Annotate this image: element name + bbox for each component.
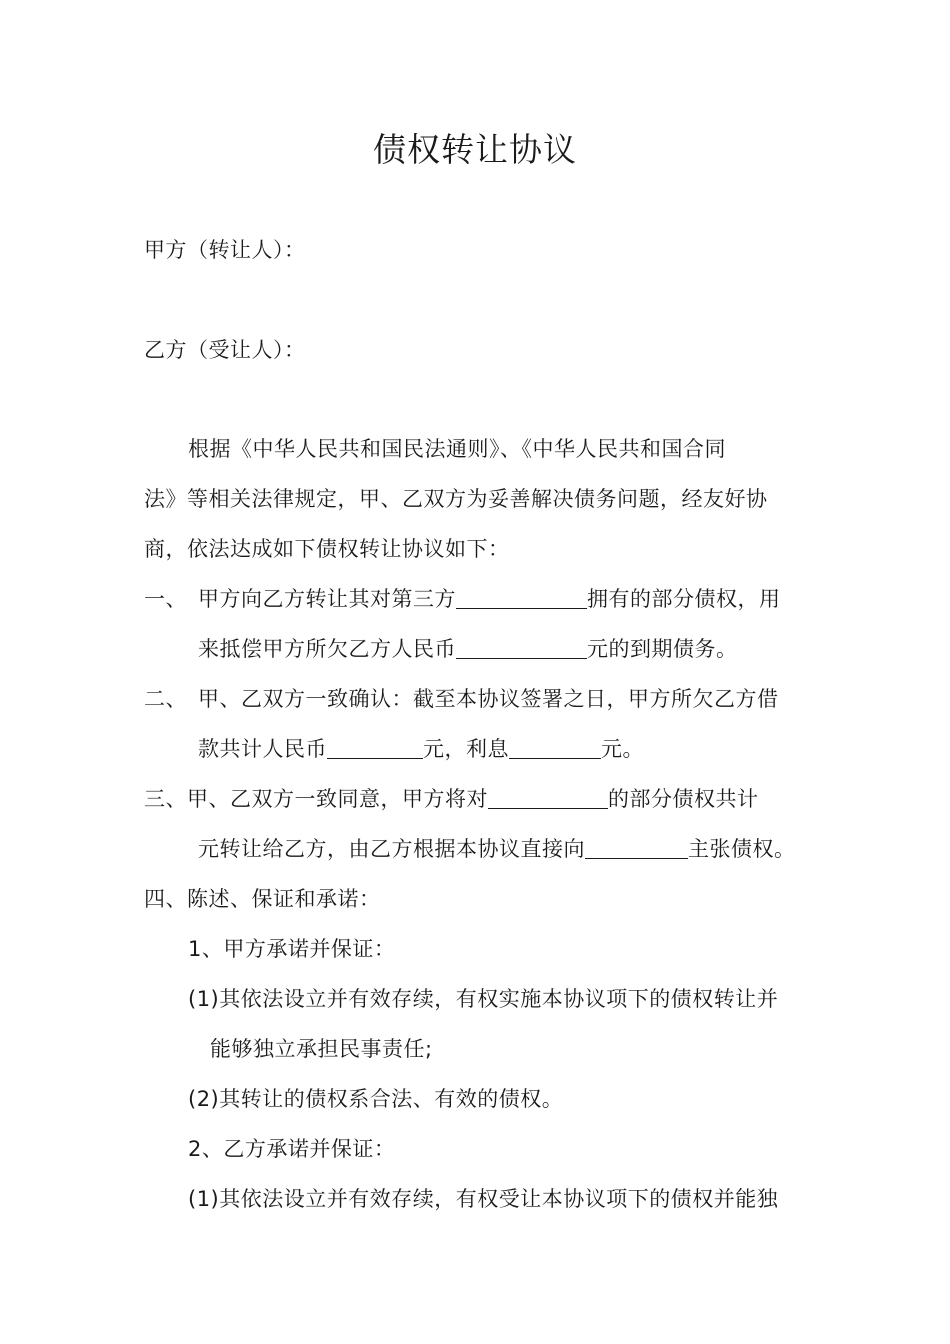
blank-debtor[interactable]	[488, 786, 608, 809]
article-4-a1-line-1: (1)其依法设立并有效存续，有权实施本协议项下的债权转让并	[188, 987, 779, 1011]
blank-third-party[interactable]	[456, 586, 587, 609]
article-4-party-b-heading: 2、乙方承诺并保证：	[188, 1137, 396, 1161]
article-4-b1-line-1: (1)其依法设立并有效存续，有权受让本协议项下的债权并能独	[188, 1187, 779, 1211]
article-4-party-a-heading: 1、甲方承诺并保证：	[188, 937, 396, 961]
blank-claim-target[interactable]	[585, 836, 688, 859]
document-title: 债权转让协议	[373, 130, 577, 169]
article-3-text-c: 元转让给乙方，由乙方根据本协议直接向	[198, 837, 585, 861]
article-3-text-a: 三、甲、乙双方一致同意，甲方将对	[144, 787, 488, 811]
article-1-text-b: 拥有的部分债权，用	[587, 587, 781, 611]
preamble-line-1: 根据《中华人民共和国民法通则》、《中华人民共和国合同	[188, 437, 726, 461]
article-1-text-c: 来抵偿甲方所欠乙方人民币	[198, 637, 456, 661]
article-1-text-a: 甲方向乙方转让其对第三方	[198, 587, 456, 611]
article-2-text-a: 甲、乙双方一致确认：截至本协议签署之日，甲方所欠乙方借	[198, 687, 779, 711]
blank-interest[interactable]	[509, 736, 601, 759]
preamble-line-3: 商，依法达成如下债权转让协议如下：	[144, 537, 510, 561]
article-1-line-1	[144, 584, 781, 614]
article-2-line-1	[144, 684, 779, 714]
article-3-line-1	[144, 784, 759, 814]
article-2-text-c: 元，利息	[423, 737, 509, 761]
party-a-label: 甲方（转让人）：	[144, 238, 306, 262]
article-2-number: 二、	[144, 687, 187, 711]
article-4-a2: (2)其转让的债权系合法、有效的债权。	[188, 1087, 564, 1111]
article-2-text-b: 款共计人民币	[198, 737, 327, 761]
article-4-a1-line-2: 能够独立承担民事责任;	[210, 1037, 433, 1061]
article-1-line-2	[198, 634, 738, 664]
blank-amount[interactable]	[456, 636, 587, 659]
article-1-text-d: 元的到期债务。	[587, 637, 738, 661]
article-3-text-b: 的部分债权共计	[608, 787, 759, 811]
blank-principal[interactable]	[327, 736, 423, 759]
article-2-line-2	[198, 734, 644, 764]
article-2-text-d: 元。	[601, 737, 644, 761]
party-b-label: 乙方（受让人）：	[144, 338, 306, 362]
article-4-heading: 四、陈述、保证和承诺：	[144, 887, 381, 911]
preamble-line-2: 法》等相关法律规定，甲、乙双方为妥善解决债务问题，经友好协	[144, 487, 768, 511]
article-3-line-2	[198, 834, 796, 864]
article-3-text-d: 主张债权。	[688, 837, 796, 861]
article-1-number: 一、	[144, 587, 187, 611]
